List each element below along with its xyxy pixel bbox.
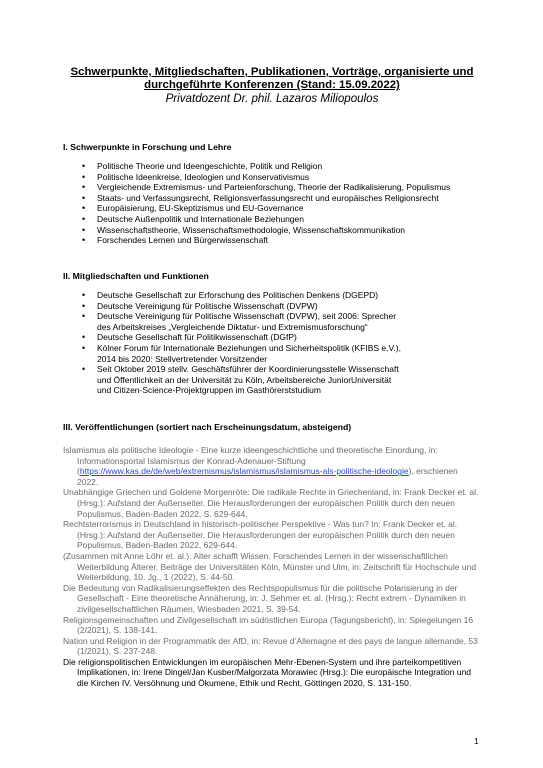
memberships-list [82,290,407,396]
publication-entry: Die religionspolitischen Entwicklungen im europäischen Mehr-Ebenen-System und ihre parteikompetitiven Implikationen, in: Irene Dingel/Jan Kusber/Malgorzata Morawiec (Hrsg.): Die europäische Integration und die Kirchen IV. Versöhnung und Ökumene, Ethik und Recht, Göttingen 2020, S. 131-150. [63,656,472,689]
publication-entry: (Zusammen mit Anne Löhr et. al.): Alter schafft Wissen. Forschendes Lernen in der wissenschaftlichen Weiterbildung Älterer. Beiträge der Universitäten Köln, Münster und Ulm, in: Zeitschrift für Hochschule und Weiterbildung, 10. Jg., 1 (2022), S. 44-50. [63,550,477,583]
section-heading-research: I. Schwerpunkte in Forschung und Lehre [63,142,232,152]
list-item: • Politische Ideenkreise, Ideologien und Konservativismus [82,172,502,183]
publications-list [63,445,481,689]
publication-entry: Rechtsterrorismus in Deutschland in historisch-politischer Perspektive - Was tun? In: Frank Decker et. al. (Hrsg.): Aufstand der Außenseiter. Die Herausforderungen der europäischen Politik durch den neuen Populismus, Baden-Baden 2022, 629-644. [63,519,458,551]
list-item: • Wissenschaftstheorie, Wissenschaftsmethodologie, Wissenschaftskommunikation [82,225,502,236]
section-heading-memberships: II. Mitgliedschaften und Funktionen [63,271,209,281]
research-list [82,161,502,246]
list-item: • Vergleichende Extremismus- und Parteienforschung, Theorie der Radikalisierung, Populismus [82,182,502,193]
list-item: • Deutsche Außenpolitik und Internationale Beziehungen [82,214,502,225]
publication-entry: Unabhängige Griechen und Goldene Morgenröte: Die radikale Rechte in Griechenland, in: Frank Decker et. al. (Hrsg.): Aufstand der Außenseiter. Die Herausforderungen der europäischen Politik durch den neuen Populismus, Baden-Baden 2022, S. 629-644. [63,487,479,519]
publication-entry: Islamismus als politische Ideologie - Eine kurze ideengeschichtliche und theoretische Einordung, in: Informationsportal Islamismus der Konrad-Adenauer-Stiftung (https://www.kas.de/de/web/extremismus/islamismus/islamismus-als-politische-ideologie), erschienen 2022. [63,445,458,487]
publication-entry: Religionsgemeinschaften und Zivilgesellschaft im südöstlichen Europa (Tagungsbericht), in: Spiegelungen 16 (2/2021), S. 138-141. [63,614,474,636]
publication-entry: Nation und Religion in der Programmatik der AfD, in: Revue d’Allemagne et des pays de langue allemande, 53 (1/2021), S. 237-248. [63,635,478,657]
section-heading-publications: III. Veröffentlichungen (sortiert nach Erscheinungsdatum, absteigend) [63,422,352,432]
list-item: • Deutsche Vereinigung für Politische Wissenschaft (DVPW) [82,301,407,312]
list-item: • Seit Oktober 2019 stellv. Geschäftsführer der Koordinierungsstelle Wissenschaft und Öffentlichkeit an der Universität zu Köln, Arbeitsbereiche JuniorUniversität und Citizen-Science-Projektgruppen im Gasthörerststudium [82,364,407,396]
document-title: Schwerpunkte, Mitgliedschaften, Publikationen, Vorträge, organisierte und durchgeführte Konferenzen (Stand: 15.09.2022) [70,66,474,92]
list-item: • Politische Theorie und Ideengeschichte, Politik und Religion [82,161,502,172]
list-item: • Forschendes Lernen und Bürgerwissenschaft [82,235,502,246]
list-item: • Staats- und Verfassungsrecht, Religionsverfassungsrecht und europäisches Religionsrecht [82,193,502,204]
page-number: 1 [474,736,479,746]
author-line: Privatdozent Dr. phil. Lazaros Miliopoulos [165,92,379,105]
publication-link[interactable]: https://www.kas.de/de/web/extremismus/islamismus/islamismus-als-politische-ideologie [79,466,409,477]
list-item: • Deutsche Gesellschaft für Politikwissenschaft (DGfP) [82,332,407,343]
list-item: • Deutsche Gesellschaft zur Erforschung des Politischen Denkens (DGEPD) [82,290,407,301]
publication-entry: Die Bedeutung von Radikalisierungseffekten des Rechtspopulismus für die politische Polarisierung in der Gesellschaft - Eine theoretische Annäherung, in: J. Sehmer et. al. (Hrsg.): Recht extrem - Dynamiken in zivilgesellschaftlichen Räumen, Wiesbaden 2021, S. 39-54. [63,582,466,614]
list-item: • Europäisierung, EU-Skeptizismus und EU-Governance [82,203,502,214]
list-item: • Deutsche Vereinigung für Politische Wissenschaft (DVPW), seit 2006: Sprecher des Arbeitskreises „Vergleichende Diktatur- und Extremismusforschung“ [82,311,407,332]
list-item: • Kölner Forum für Internationale Beziehungen und Sicherheitspolitik (KFIBS e.V.), 2014 bis 2020: Stellvertretender Vorsitzender [82,343,407,364]
